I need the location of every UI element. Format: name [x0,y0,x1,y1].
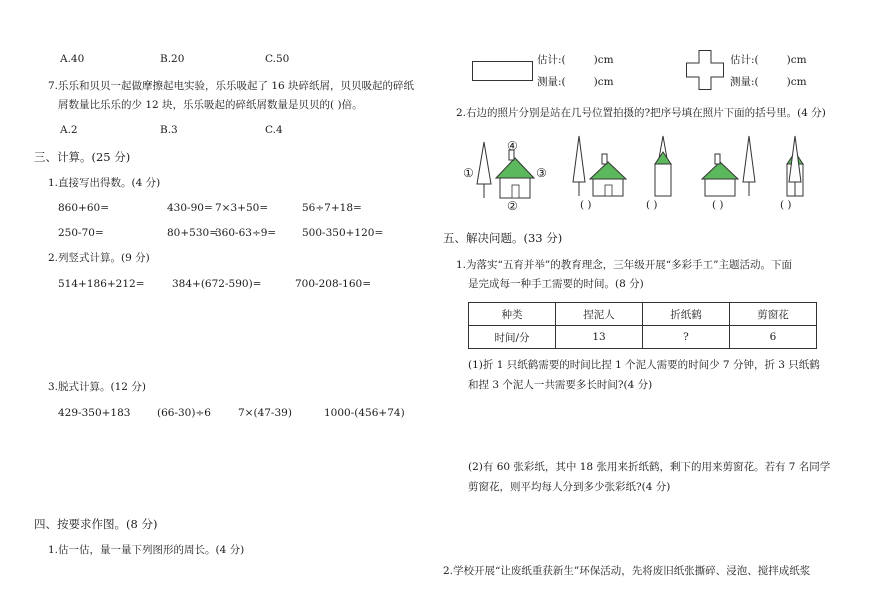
section5-title: 五、解决问题。(33 分) [443,231,563,245]
calc-item: 360-63÷9= [215,227,277,239]
position-1: ① [463,166,474,180]
calc-item: 250-70= [58,227,104,239]
position-2: ② [507,199,518,213]
calc-item: 500-350+120= [302,227,384,239]
vertical-calc-item: 384+(672-590)= [172,278,262,290]
table-cell: 13 [556,326,643,349]
position-4: ④ [507,139,518,153]
estimate-label: 估计:( [537,54,566,66]
s4-q1-prompt: 1.估一估，量一量下列图形的周长。(4 分) [48,544,245,556]
s5-q2-line1: 2.学校开展“让废纸重获新生”环保活动，先将废旧纸张撕碎、浸泡、搅拌成纸浆 [443,565,811,577]
calc-item: 7×3+50= [215,202,269,214]
q7-option-c: C.4 [265,124,283,136]
measure-label: 测量:( [730,76,759,88]
vertical-calc-item: 700-208-160= [295,278,372,290]
unit-label: )cm [593,76,614,88]
photo-4-answer[interactable]: ( ) [780,199,792,211]
s3-q1-prompt: 1.直接写出得数。(4 分) [48,177,161,189]
tree-icon [477,142,491,198]
step-calc-item: 429-350+183 [58,407,131,419]
table-header-cell: 捏泥人 [556,303,643,326]
section4-title: 四、按要求作图。(8 分) [34,517,158,531]
s5-q1-sub1-line2: 和捏 3 个泥人一共需要多长时间?(4 分) [468,379,653,391]
calc-item: 56÷7+18= [302,202,362,214]
time-table [468,302,817,349]
position-3: ③ [536,166,547,180]
table-cell: 时间/分 [469,326,556,349]
step-calc-item: (66-30)÷6 [157,407,211,419]
photo-2 [648,134,678,200]
q6-option-a: A.40 [60,53,85,65]
photo-4 [780,134,810,200]
tree-icon [573,136,585,196]
house-icon [496,150,534,198]
photo-2-answer[interactable]: ( ) [646,199,658,211]
table-row [469,326,817,349]
rect-estimate-line [537,53,614,67]
table-header-cell: 种类 [469,303,556,326]
photo-1 [562,134,634,200]
s4-q2-prompt: 2.右边的照片分别是站在几号位置拍摄的?把序号填在照片下面的括号里。(4 分) [456,107,826,119]
table-row [469,303,817,326]
cross-estimate-line [730,53,807,67]
table-header-cell: 折纸鹤 [643,303,730,326]
s3-q3-prompt: 3.脱式计算。(12 分) [48,381,146,393]
table-cell: 6 [730,326,817,349]
measure-label: 测量:( [537,76,566,88]
photo-3 [698,134,764,200]
step-calc-item: 7×(47-39) [238,407,292,419]
q7-text-line2: 屑数量比乐乐的少 12 块，乐乐吸起的碎纸屑数量是贝贝的( )倍。 [58,99,363,111]
cross-measure-line [730,75,807,89]
s3-q2-prompt: 2.列竖式计算。(9 分) [48,252,150,264]
q7-option-b: B.3 [160,124,178,136]
calc-item: 80+530= [167,227,218,239]
cross-shape [686,50,724,90]
section3-title: 三、计算。(25 分) [34,150,131,164]
calc-item: 430-90= [167,202,213,214]
table-cell: ? [643,326,730,349]
vertical-calc-item: 514+186+212= [58,278,145,290]
s5-q1-line1: 1.为落实“五育并举”的教育理念，三年级开展“多彩手工”主题活动。下面 [456,259,792,271]
rect-measure-line [537,75,614,89]
unit-label: )cm [593,54,614,66]
estimate-label: 估计:( [730,54,759,66]
tree-icon [743,136,755,196]
house-icon [702,154,738,196]
q6-option-b: B.20 [160,53,185,65]
q7-text-line1: 7.乐乐和贝贝一起做摩擦起电实验，乐乐吸起了 16 块碎纸屑，贝贝吸起的碎纸 [48,80,415,92]
rectangle-shape [472,61,534,81]
s5-q1-line2: 是完成每一种手工需要的时间。(8 分) [468,278,644,290]
photo-3-answer[interactable]: ( ) [712,199,724,211]
q6-option-c: C.50 [265,53,290,65]
s5-q1-sub2-line2: 剪窗花，则平均每人分到多少张彩纸?(4 分) [468,481,671,493]
unit-label: )cm [786,76,807,88]
s5-q1-sub2-line1: (2)有 60 张彩纸，其中 18 张用来折纸鹤，剩下的用来剪窗花。若有 7 名同学 [468,461,831,473]
house-icon [590,154,626,196]
calc-item: 860+60= [58,202,109,214]
s5-q1-sub1-line1: (1)折 1 只纸鹤需要的时间比捏 1 个泥人需要的时间少 7 分钟，折 3 只纸鹤 [468,359,820,371]
q7-option-a: A.2 [60,124,78,136]
step-calc-item: 1000-(456+74) [324,407,405,419]
table-header-cell: 剪窗花 [730,303,817,326]
photo-1-answer[interactable]: ( ) [580,199,592,211]
unit-label: )cm [786,54,807,66]
house-icon [655,152,671,196]
